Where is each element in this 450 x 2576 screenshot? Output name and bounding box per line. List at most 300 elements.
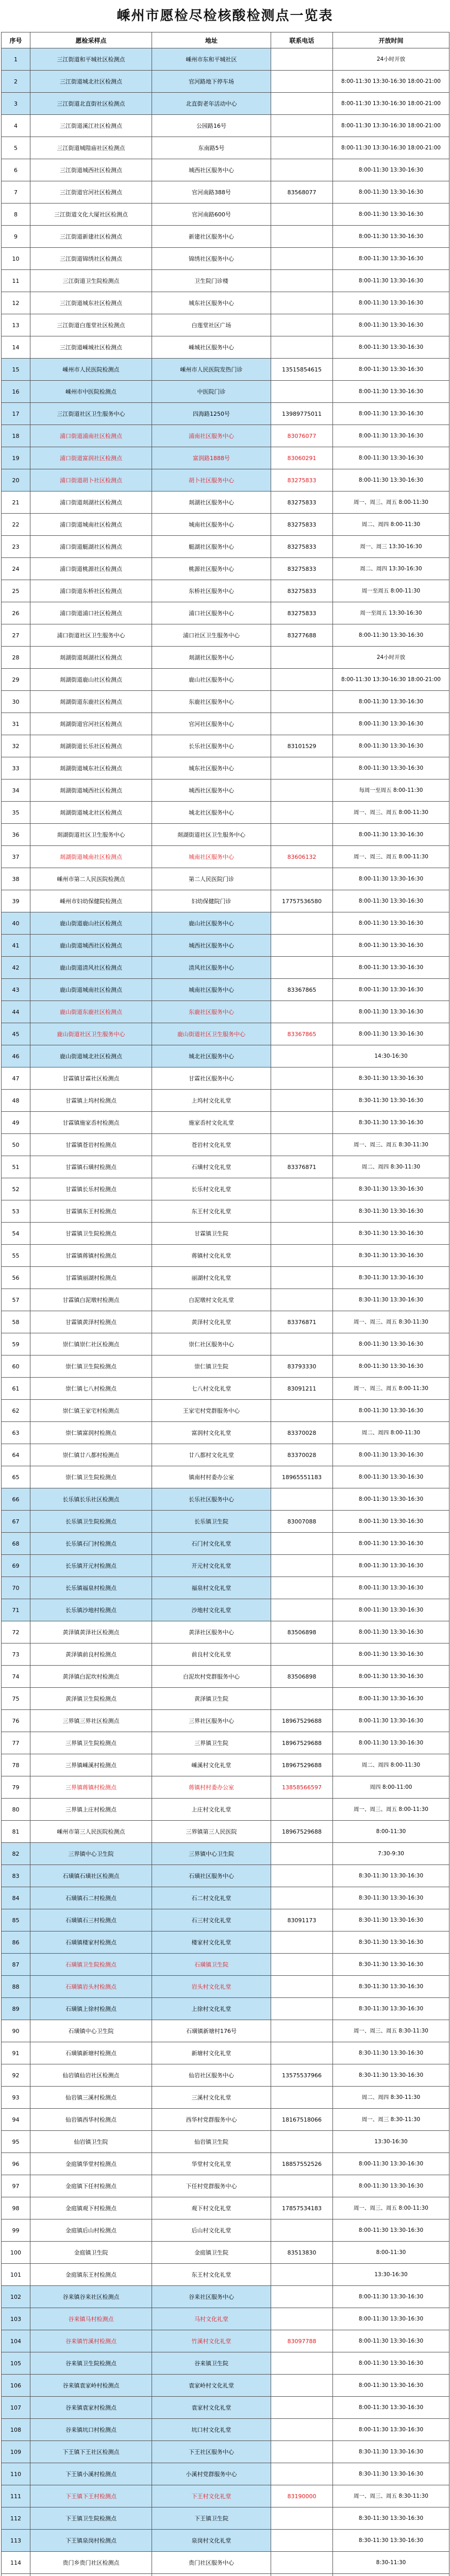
cell-address: 三界社区服务中心 xyxy=(152,1710,271,1732)
cell-index: 26 xyxy=(2,602,30,624)
cell-hours: 8:00-11:30 13:30-16:30 xyxy=(333,469,449,492)
cell-address: 富润村文化礼堂 xyxy=(152,1422,271,1444)
cell-address xyxy=(152,2574,271,2576)
cell-site-name: 下王镇小溪村检测点 xyxy=(30,2463,152,2485)
cell-hours: 13:30-16:30 xyxy=(333,2131,449,2153)
cell-index: 1 xyxy=(2,48,30,71)
cell-site-name: 剡湖街道社区卫生服务中心 xyxy=(30,824,152,846)
cell-index: 59 xyxy=(2,1333,30,1355)
cell-index: 12 xyxy=(2,292,30,314)
cell-hours: 8:30-11:30 13:30-16:30 xyxy=(333,2463,449,2485)
col-header-phone: 联系电话 xyxy=(271,32,333,48)
table-row xyxy=(2,1976,449,1998)
cell-site-name: 崇仁镇王家宅村检测点 xyxy=(30,1400,152,1422)
cell-site-name xyxy=(30,2574,152,2576)
cell-phone xyxy=(271,824,333,846)
table-row xyxy=(2,336,449,359)
table-row xyxy=(2,71,449,93)
cell-phone xyxy=(271,2352,333,2375)
cell-phone: 83091173 xyxy=(271,1909,333,1931)
cell-site-name: 剡湖街道剡湖社区检测点 xyxy=(30,647,152,669)
cell-phone: 83568077 xyxy=(271,181,333,204)
cell-address: 福泉村文化礼堂 xyxy=(152,1577,271,1599)
cell-address: 上徐村文化礼堂 xyxy=(152,1998,271,2020)
cell-address: 鹿山社区服务中心 xyxy=(152,912,271,935)
cell-site-name: 甘霖镇蒋镇村检测点 xyxy=(30,1245,152,1267)
table-row xyxy=(2,558,449,580)
cell-hours: 8:30-11:30 13:30-16:30 xyxy=(333,1112,449,1134)
cell-index: 27 xyxy=(2,624,30,647)
cell-hours: 周一、周三、周五 8:00-11:30 xyxy=(333,2197,449,2219)
cell-hours: 8:00-11:30 13:30-16:30 xyxy=(333,2219,449,2242)
cell-hours: 24小时开放 xyxy=(333,647,449,669)
cell-hours: 8:30-11:30 13:30-16:30 xyxy=(333,1998,449,2020)
cell-site-name: 金庭镇观下村检测点 xyxy=(30,2197,152,2219)
cell-address: 城东社区服务中心 xyxy=(152,757,271,779)
table-row xyxy=(2,2463,449,2485)
cell-phone xyxy=(271,336,333,359)
table-row xyxy=(2,2397,449,2419)
cell-site-name: 甘霖镇白泥墩村检测点 xyxy=(30,1289,152,1311)
cell-phone xyxy=(271,1577,333,1599)
cell-index: 87 xyxy=(2,1954,30,1976)
cell-index: 21 xyxy=(2,492,30,514)
cell-index: 107 xyxy=(2,2397,30,2419)
table-row xyxy=(2,2153,449,2175)
cell-index: 48 xyxy=(2,1090,30,1112)
cell-hours: 8:00-11:30 13:30-16:30 xyxy=(333,226,449,248)
cell-address: 富润路1888号 xyxy=(152,447,271,469)
cell-address: 石三村文化礼堂 xyxy=(152,1909,271,1931)
cell-hours: 周二、周四 13:30-16:30 xyxy=(333,558,449,580)
cell-index: 83 xyxy=(2,1865,30,1887)
cell-index: 7 xyxy=(2,181,30,204)
cell-index: 108 xyxy=(2,2419,30,2441)
cell-index: 52 xyxy=(2,1178,30,1200)
cell-phone xyxy=(271,2219,333,2242)
cell-phone xyxy=(271,2087,333,2109)
cell-address: 楼家村文化礼堂 xyxy=(152,1931,271,1954)
cell-hours: 8:00-11:30 13:30-16:30 xyxy=(333,1400,449,1422)
table-row xyxy=(2,1511,449,1533)
cell-address: 东王村文化礼堂 xyxy=(152,2264,271,2286)
cell-phone xyxy=(271,1333,333,1355)
cell-address: 中医院门诊 xyxy=(152,381,271,403)
cell-hours: 8:00-11:30 13:30-16:30 xyxy=(333,1688,449,1710)
cell-site-name: 鹿山街道东鹿社区检测点 xyxy=(30,1001,152,1023)
cell-hours: 8:30-11:30 13:30-16:30 xyxy=(333,1909,449,1931)
cell-hours: 24小时开放 xyxy=(333,48,449,71)
cell-phone: 83793330 xyxy=(271,1355,333,1378)
table-row xyxy=(2,204,449,226)
cell-index: 109 xyxy=(2,2441,30,2463)
cell-index: 22 xyxy=(2,514,30,536)
cell-phone: 83376871 xyxy=(271,1311,333,1333)
table-row xyxy=(2,1931,449,1954)
cell-site-name: 嵊州市第二人民医院检测点 xyxy=(30,868,152,890)
cell-index: 75 xyxy=(2,1688,30,1710)
cell-phone xyxy=(271,159,333,181)
cell-address: 下王镇卫生院 xyxy=(152,2507,271,2530)
cell-address: 新塘村文化礼堂 xyxy=(152,2042,271,2064)
table-row xyxy=(2,93,449,115)
cell-index: 68 xyxy=(2,1533,30,1555)
table-row xyxy=(2,2219,449,2242)
cell-address: 长乐村文化礼堂 xyxy=(152,1178,271,1200)
cell-address: 三界镇卫生院 xyxy=(152,1732,271,1754)
cell-address: 下王村文化礼堂 xyxy=(152,2485,271,2507)
cell-index: 40 xyxy=(2,912,30,935)
table-row xyxy=(2,935,449,957)
cell-address: 清风社区服务中心 xyxy=(152,957,271,979)
cell-address: 妇幼保健院门诊 xyxy=(152,890,271,912)
cell-address: 仙岩社区服务中心 xyxy=(152,2064,271,2087)
cell-address: 嵊州市人民医院发热门诊 xyxy=(152,359,271,381)
cell-index: 86 xyxy=(2,1931,30,1954)
table-row xyxy=(2,1045,449,1067)
cell-site-name: 石璜镇新塘村检测点 xyxy=(30,2042,152,2064)
cell-hours: 8:00-11:30 13:30-16:30 xyxy=(333,1577,449,1599)
table-row xyxy=(2,2264,449,2286)
table-row xyxy=(2,2064,449,2087)
cell-hours: 周一、周三、周五 8:00-11:30 xyxy=(333,492,449,514)
table-row xyxy=(2,447,449,469)
cell-phone xyxy=(271,1599,333,1621)
cell-hours: 8:30-11:30 13:30-16:30 xyxy=(333,1954,449,1976)
table-row xyxy=(2,2441,449,2463)
cell-site-name: 浦口街道社区卫生服务中心 xyxy=(30,624,152,647)
cell-address: 嵊城社区服务中心 xyxy=(152,336,271,359)
cell-site-name: 谷来镇卫生院检测点 xyxy=(30,2352,152,2375)
cell-hours: 8:00-11:30 13:30-16:30 18:00-21:00 xyxy=(333,71,449,93)
cell-site-name: 浦口街道富润社区检测点 xyxy=(30,447,152,469)
cell-address: 后山村文化礼堂 xyxy=(152,2219,271,2242)
cell-hours: 8:00-11:30 13:30-16:30 xyxy=(333,1511,449,1533)
cell-site-name: 三江街道城北社区检测点 xyxy=(30,71,152,93)
cell-index: 74 xyxy=(2,1666,30,1688)
page-title: 嵊州市愿检尽检核酸检测点一览表 xyxy=(116,8,334,24)
cell-index: 61 xyxy=(2,1378,30,1400)
cell-phone xyxy=(271,757,333,779)
cell-hours: 8:00-11:30 13:30-16:30 xyxy=(333,2419,449,2441)
cell-phone xyxy=(271,1954,333,1976)
cell-address: 城东社区服务中心 xyxy=(152,292,271,314)
cell-site-name: 崇仁镇廿八都村检测点 xyxy=(30,1444,152,1466)
cell-phone xyxy=(271,1223,333,1245)
cell-hours: 8:00-11:30 13:30-16:30 xyxy=(333,2330,449,2352)
cell-site-name: 石璜镇石璜社区检测点 xyxy=(30,1865,152,1887)
cell-index: 70 xyxy=(2,1577,30,1599)
cell-phone: 13575537966 xyxy=(271,2064,333,2087)
table-row xyxy=(2,2419,449,2441)
cell-address: 长乐社区服务中心 xyxy=(152,1488,271,1511)
table-row xyxy=(2,159,449,181)
col-header-address: 地址 xyxy=(152,32,271,48)
table-row xyxy=(2,647,449,669)
cell-address: 官河路地下停车场 xyxy=(152,71,271,93)
cell-site-name: 甘霖镇卫生院检测点 xyxy=(30,1223,152,1245)
cell-phone: 83275833 xyxy=(271,469,333,492)
cell-index: 71 xyxy=(2,1599,30,1621)
cell-hours: 8:00-11:30 13:30-16:30 xyxy=(333,1643,449,1666)
cell-index: 8 xyxy=(2,204,30,226)
cell-hours: 8:00-11:30 13:30-16:30 xyxy=(333,1023,449,1045)
cell-address: 镇南村村委办公室 xyxy=(152,1466,271,1488)
cell-site-name: 甘霖镇甘霖社区检测点 xyxy=(30,1067,152,1090)
cell-address: 石璜社区服务中心 xyxy=(152,1865,271,1887)
cell-phone: 13989775011 xyxy=(271,403,333,425)
table-row xyxy=(2,1577,449,1599)
cell-site-name: 黄泽镇白泥坎村检测点 xyxy=(30,1666,152,1688)
cell-hours: 8:00-11:30 13:30-16:30 18:00-21:00 xyxy=(333,137,449,159)
cell-index: 49 xyxy=(2,1112,30,1134)
cell-site-name: 长乐镇沙地村检测点 xyxy=(30,1599,152,1621)
cell-site-name: 剡湖街道城西社区检测点 xyxy=(30,779,152,802)
cell-index: 43 xyxy=(2,979,30,1001)
cell-hours: 8:00-11:30 13:30-16:30 xyxy=(333,1533,449,1555)
table-row xyxy=(2,1134,449,1156)
cell-phone xyxy=(271,93,333,115)
cell-index: 56 xyxy=(2,1267,30,1289)
cell-site-name: 谷来镇竹溪村检测点 xyxy=(30,2330,152,2352)
cell-hours: 周一、周三、周五 8:30-11:30 xyxy=(333,2485,449,2507)
cell-phone xyxy=(271,2308,333,2330)
cell-site-name: 浦口街道浦南社区检测点 xyxy=(30,425,152,447)
cell-index: 17 xyxy=(2,403,30,425)
table-row xyxy=(2,1732,449,1754)
cell-index: 73 xyxy=(2,1643,30,1666)
cell-index: 14 xyxy=(2,336,30,359)
table-row xyxy=(2,1688,449,1710)
cell-address: 王家宅村党群服务中心 xyxy=(152,1400,271,1422)
cell-address: 剡湖街道社区卫生服务中心 xyxy=(152,824,271,846)
cell-site-name: 谷来镇袁家村检测点 xyxy=(30,2397,152,2419)
cell-site-name: 下王镇卫生院检测点 xyxy=(30,2507,152,2530)
cell-index: 78 xyxy=(2,1754,30,1776)
cell-site-name: 三界镇嵊溪村检测点 xyxy=(30,1754,152,1776)
cell-phone xyxy=(271,1643,333,1666)
cell-hours: 8:00-11:30 xyxy=(333,2242,449,2264)
cell-hours: 8:00-11:30 13:30-16:30 xyxy=(333,868,449,890)
cell-site-name: 浦口街道艇湖社区检测点 xyxy=(30,536,152,558)
cell-address: 崇仁社区服务中心 xyxy=(152,1333,271,1355)
cell-hours: 周一、周三、周五 8:00-11:30 xyxy=(333,802,449,824)
cell-site-name: 三江街道社区卫生服务中心 xyxy=(30,403,152,425)
cell-site-name: 仙岩镇卫生院 xyxy=(30,2131,152,2153)
cell-phone: 83370028 xyxy=(271,1444,333,1466)
table-row xyxy=(2,1776,449,1799)
table-row xyxy=(2,270,449,292)
cell-hours: 8:30-11:30 13:30-16:30 xyxy=(333,1865,449,1887)
col-header-site: 愿检采样点 xyxy=(30,32,152,48)
cell-site-name: 浦口街道城南社区检测点 xyxy=(30,514,152,536)
cell-site-name: 三江街道卫生院检测点 xyxy=(30,270,152,292)
cell-hours: 8:00-11:30 13:30-16:30 xyxy=(333,381,449,403)
table-row xyxy=(2,2330,449,2352)
cell-hours: 8:00-11:30 13:30-16:30 xyxy=(333,248,449,270)
table-row xyxy=(2,735,449,757)
cell-address: 东桥社区服务中心 xyxy=(152,580,271,602)
cell-phone xyxy=(271,1931,333,1954)
cell-address: 胡卜社区服务中心 xyxy=(152,469,271,492)
table-row xyxy=(2,824,449,846)
cell-phone xyxy=(271,1045,333,1067)
table-row xyxy=(2,492,449,514)
cell-index: 51 xyxy=(2,1156,30,1178)
cell-address: 贵门社区服务中心 xyxy=(152,2552,271,2574)
cell-phone xyxy=(271,669,333,691)
table-body xyxy=(2,48,449,2576)
cell-phone xyxy=(271,2020,333,2042)
cell-phone: 83275833 xyxy=(271,602,333,624)
cell-hours: 8:00-11:30 13:30-16:30 xyxy=(333,935,449,957)
cell-address: 城南社区服务中心 xyxy=(152,514,271,536)
cell-hours: 8:00-11:30 13:30-16:30 xyxy=(333,735,449,757)
cell-index: 81 xyxy=(2,1821,30,1843)
cell-address: 官河南路388号 xyxy=(152,181,271,204)
table-row xyxy=(2,713,449,735)
cell-site-name: 崇仁镇崇仁社区检测点 xyxy=(30,1333,152,1355)
table-row xyxy=(2,1865,449,1887)
cell-hours: 8:00-11:30 13:30-16:30 xyxy=(333,2375,449,2397)
cell-phone xyxy=(271,1400,333,1422)
cell-phone xyxy=(271,1067,333,1090)
table-row xyxy=(2,536,449,558)
cell-phone xyxy=(271,204,333,226)
cell-site-name: 三江街道城东社区检测点 xyxy=(30,292,152,314)
table-row xyxy=(2,2087,449,2109)
cell-site-name: 浦口街道东桥社区检测点 xyxy=(30,580,152,602)
table-row xyxy=(2,1200,449,1223)
cell-index: 67 xyxy=(2,1511,30,1533)
table-row xyxy=(2,1444,449,1466)
table-row xyxy=(2,1533,449,1555)
cell-address: 第二人民医院门诊 xyxy=(152,868,271,890)
cell-address: 东南路5号 xyxy=(152,137,271,159)
cell-site-name: 三界镇蒋镇村检测点 xyxy=(30,1776,152,1799)
cell-phone xyxy=(271,1688,333,1710)
cell-phone xyxy=(271,1488,333,1511)
cell-hours: 8:00-11:30 13:30-16:30 xyxy=(333,1732,449,1754)
cell-site-name: 长乐镇石门村检测点 xyxy=(30,1533,152,1555)
col-header-hours: 开放时间 xyxy=(333,32,449,48)
cell-site-name: 金庭镇华堂村检测点 xyxy=(30,2153,152,2175)
cell-site-name: 三江街道文化大厦社区检测点 xyxy=(30,204,152,226)
cell-address: 石璜镇新塘村176号 xyxy=(152,2020,271,2042)
cell-index: 47 xyxy=(2,1067,30,1090)
cell-phone: 13858566597 xyxy=(271,1776,333,1799)
cell-index: 44 xyxy=(2,1001,30,1023)
cell-index: 98 xyxy=(2,2197,30,2219)
cell-hours: 周一至周五 8:00-11:30 xyxy=(333,580,449,602)
cell-index: 9 xyxy=(2,226,30,248)
cell-site-name: 下王镇下王村检测点 xyxy=(30,2485,152,2507)
cell-site-name: 浦口街道浦口社区检测点 xyxy=(30,602,152,624)
cell-phone xyxy=(271,2419,333,2441)
cell-site-name: 甘霖镇丽湖村检测点 xyxy=(30,1267,152,1289)
table-row xyxy=(2,2042,449,2064)
cell-index: 34 xyxy=(2,779,30,802)
cell-site-name: 嵊州市妇幼保健院检测点 xyxy=(30,890,152,912)
cell-phone xyxy=(271,1976,333,1998)
cell-hours: 8:30-11:30 13:30-16:30 xyxy=(333,1289,449,1311)
cell-hours: 8:00-11:30 13:30-16:30 xyxy=(333,757,449,779)
cell-site-name: 鹿山街道鹿山社区检测点 xyxy=(30,912,152,935)
cell-site-name: 三界镇三界社区检测点 xyxy=(30,1710,152,1732)
table-row xyxy=(2,381,449,403)
cell-phone xyxy=(271,1001,333,1023)
cell-index: 18 xyxy=(2,425,30,447)
table-row xyxy=(2,1621,449,1643)
cell-address: 新建社区服务中心 xyxy=(152,226,271,248)
cell-index: 46 xyxy=(2,1045,30,1067)
cell-index: 32 xyxy=(2,735,30,757)
cell-phone: 83277688 xyxy=(271,624,333,647)
cell-index: 64 xyxy=(2,1444,30,1466)
cell-phone xyxy=(271,912,333,935)
cell-hours: 8:00-11:30 13:30-16:30 18:00-21:00 xyxy=(333,669,449,691)
cell-hours: 8:00-11:30 13:30-16:30 xyxy=(333,159,449,181)
cell-index: 69 xyxy=(2,1555,30,1577)
cell-hours: 周一、周三、周五 8:00-11:30 xyxy=(333,1799,449,1821)
cell-hours: 8:30-11:30 13:30-16:30 xyxy=(333,1245,449,1267)
cell-index: 23 xyxy=(2,536,30,558)
cell-hours: 8:00-11:30 13:30-16:30 xyxy=(333,2175,449,2197)
cell-phone: 18967529688 xyxy=(271,1732,333,1754)
cell-address: 石璜镇卫生院 xyxy=(152,1954,271,1976)
cell-address: 黄泽村文化礼堂 xyxy=(152,1311,271,1333)
cell-address: 袁家岭村文化礼堂 xyxy=(152,2375,271,2397)
cell-index: 19 xyxy=(2,447,30,469)
testing-sites-table xyxy=(1,32,449,2576)
table-row xyxy=(2,2242,449,2264)
table-row xyxy=(2,1599,449,1621)
cell-site-name: 金庭镇下任村检测点 xyxy=(30,2175,152,2197)
cell-index: 89 xyxy=(2,1998,30,2020)
cell-index: 92 xyxy=(2,2064,30,2087)
cell-hours: 8:00-11:30 13:30-16:30 xyxy=(333,624,449,647)
cell-phone xyxy=(271,2375,333,2397)
cell-phone: 83513830 xyxy=(271,2242,333,2264)
cell-hours: 8:00-11:30 13:30-16:30 xyxy=(333,1710,449,1732)
cell-phone xyxy=(271,1998,333,2020)
cell-site-name: 鹿山街道城南社区检测点 xyxy=(30,979,152,1001)
cell-address: 蒋镇村村委办公室 xyxy=(152,1776,271,1799)
cell-address: 四海路1250号 xyxy=(152,403,271,425)
cell-site-name: 鹿山街道清风社区检测点 xyxy=(30,957,152,979)
cell-address: 浦口社区服务中心 xyxy=(152,602,271,624)
cell-site-name: 黄泽镇前良村检测点 xyxy=(30,1643,152,1666)
table-row xyxy=(2,403,449,425)
cell-address: 剡湖社区服务中心 xyxy=(152,492,271,514)
cell-phone xyxy=(271,48,333,71)
cell-site-name: 谷来镇坑口村检测点 xyxy=(30,2419,152,2441)
cell-site-name: 鹿山街道城西社区检测点 xyxy=(30,935,152,957)
cell-site-name: 嵊州市中医院检测点 xyxy=(30,381,152,403)
cell-phone xyxy=(271,226,333,248)
cell-index: 30 xyxy=(2,691,30,713)
cell-index: 31 xyxy=(2,713,30,735)
cell-hours: 每周一至周五 8:00-11:30 xyxy=(333,779,449,802)
cell-address: 甘霖镇卫生院 xyxy=(152,1223,271,1245)
cell-address: 施家岙村文化礼堂 xyxy=(152,1112,271,1134)
cell-hours: 8:00-11:30 13:30-16:30 xyxy=(333,2352,449,2375)
cell-phone xyxy=(271,1555,333,1577)
cell-hours: 周四 8:00-11:00 xyxy=(333,1776,449,1799)
cell-index: 72 xyxy=(2,1621,30,1643)
cell-phone xyxy=(271,2552,333,2574)
cell-hours: 8:00-11:30 13:30-16:30 xyxy=(333,2286,449,2308)
